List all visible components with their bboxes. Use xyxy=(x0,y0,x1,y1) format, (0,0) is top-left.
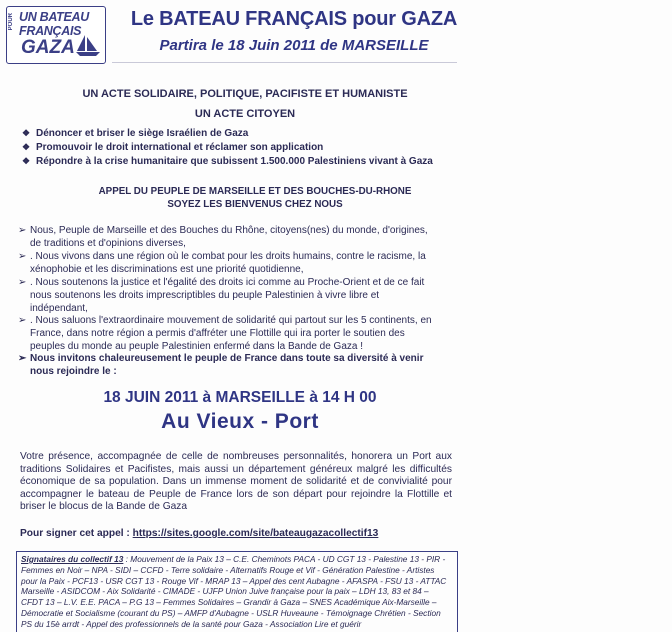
closing-paragraph: Votre présence, accompagnée de celle de nombreuses personnalités, honorera un Port aux traditions Solidaires et Pacifistes, mais aussi un département généreux malgré les difficultés économique de sa population. Dans un immense moment de solidarité et de convivialité pour accompagner le bateau de Peuple de France lors de son départ pour rejoindre la Flottille et briser le blocus de la Bande de Gaza xyxy=(20,451,452,513)
diamond-bullet-icon: ❖ xyxy=(22,156,31,166)
arrow-bullet-icon: ➢ xyxy=(18,315,27,326)
arrow-bullet-icon: ➢ xyxy=(18,277,27,288)
logo-line-3: GAZA xyxy=(21,37,75,58)
goal-item: ❖ Dénoncer et briser le siège Israélien de Gaza xyxy=(22,128,249,139)
signataires-label: Signataires du collectif 13 xyxy=(21,554,124,564)
page-title: Le BATEAU FRANÇAIS pour GAZA xyxy=(130,8,458,30)
appel-heading-1: APPEL DU PEUPLE DE MARSEILLE ET DES BOUCHES-DU-RHONE xyxy=(98,186,412,197)
divider xyxy=(112,62,457,63)
sign-link[interactable]: https://sites.google.com/site/bateaugazacollectif13 xyxy=(132,528,379,539)
arrow-bullet-icon: ➢ xyxy=(18,251,27,262)
appel-paragraph: ➢ Nous, Peuple de Marseille et des Bouches du Rhône, citoyens(nes) du monde, d'origines, de traditions et d'opinions diverses, xyxy=(18,225,428,249)
logo-side-text: POUR xyxy=(8,13,14,31)
event-place: Au Vieux - Port xyxy=(161,410,319,433)
page-subtitle: Partira le 18 Juin 2011 de MARSEILLE xyxy=(159,37,429,54)
signataires-box xyxy=(16,551,458,632)
diamond-bullet-icon: ❖ xyxy=(22,128,31,138)
logo-line-2: FRANÇAIS xyxy=(19,24,82,38)
signataires-list: : Mouvement de la Paix 13 – C.E. Cheminots PACA - UD CGT 13 - Palestine 13 - PIR - Femmes en Noir – NPA - SIDI – CCFD - Terre solidaire - Alternatifs Rouge et Vif - Génération Palestine - Artistes pour la Paix - PCF13 - USR CGT 13 - Rouge Vif - MRAP 13 – Appel des cent Aubagne - AFASPA - FSU 13 - ATTAC Marseille - ASIDCOM - Aix Solidarité - CIMADE - UJFP Union Juive française pour la paix – LDH 13, 83 et 84 – CFDT 13 – L.V. E.E. PACA – P.G 13 – Femmes Solidaires – Grandir à Gaza – SNES Académique Aix-Marseille – Démocratie et Socialisme (courant du PS) – AMFP d'Aubagne - USLR Huveaune - Témoignage Chrétien - Section PS du 15è arrdt - Appel des professionnels de la santé pour Gaza - Association Lire et guérir xyxy=(21,554,447,629)
event-date: 18 JUIN 2011 à MARSEILLE à 14 H 00 xyxy=(103,389,377,406)
goal-item: ❖ Promouvoir le droit international et réclamer son application xyxy=(22,142,324,153)
appel-invitation: ➢ Nous invitons chaleureusement le peuple de France dans toute sa diversité à venir nous rejoindre le : xyxy=(18,353,424,377)
appel-heading-2: SOYEZ LES BIENVENUS CHEZ NOUS xyxy=(167,199,343,210)
goal-item: ❖ Répondre à la crise humanitaire que subissent 1.500.000 Palestiniens vivant à Gaza xyxy=(22,156,433,167)
logo-line-1: UN BATEAU xyxy=(19,10,89,24)
boat-icon xyxy=(75,33,101,57)
signataires-text xyxy=(21,554,453,630)
acte-heading-2: UN ACTE CITOYEN xyxy=(194,108,296,120)
sign-line xyxy=(20,528,378,539)
sign-label: Pour signer cet appel : xyxy=(20,528,133,539)
appel-paragraph: ➢ . Nous vivons dans une région où le combat pour les droits humains, contre le racisme, la xénophobie et les discriminations est une priorité quotidienne, xyxy=(18,251,426,275)
logo xyxy=(6,6,106,64)
arrow-bullet-icon: ➢ xyxy=(18,353,27,364)
appel-paragraph: ➢ . Nous soutenons la justice et l'égalité des droits ici comme au Proche-Orient et de ce fait nous soutenons les droits imprescriptibles du peuple Palestinien à vivre libre et indépendant, xyxy=(18,277,425,314)
diamond-bullet-icon: ❖ xyxy=(22,142,31,152)
appel-paragraph: ➢ . Nous saluons l'extraordinaire mouvement de solidarité qui partout sur les 5 continents, en France, dans notre région a permis d'affréter une Flottille qui ira porter le soutien des peuples du monde au peuple Palestinien enfermé dans la Bande de Gaza ! xyxy=(18,315,432,352)
acte-heading-1: UN ACTE SOLIDAIRE, POLITIQUE, PACIFISTE ET HUMANISTE xyxy=(82,88,408,100)
arrow-bullet-icon: ➢ xyxy=(18,225,27,236)
